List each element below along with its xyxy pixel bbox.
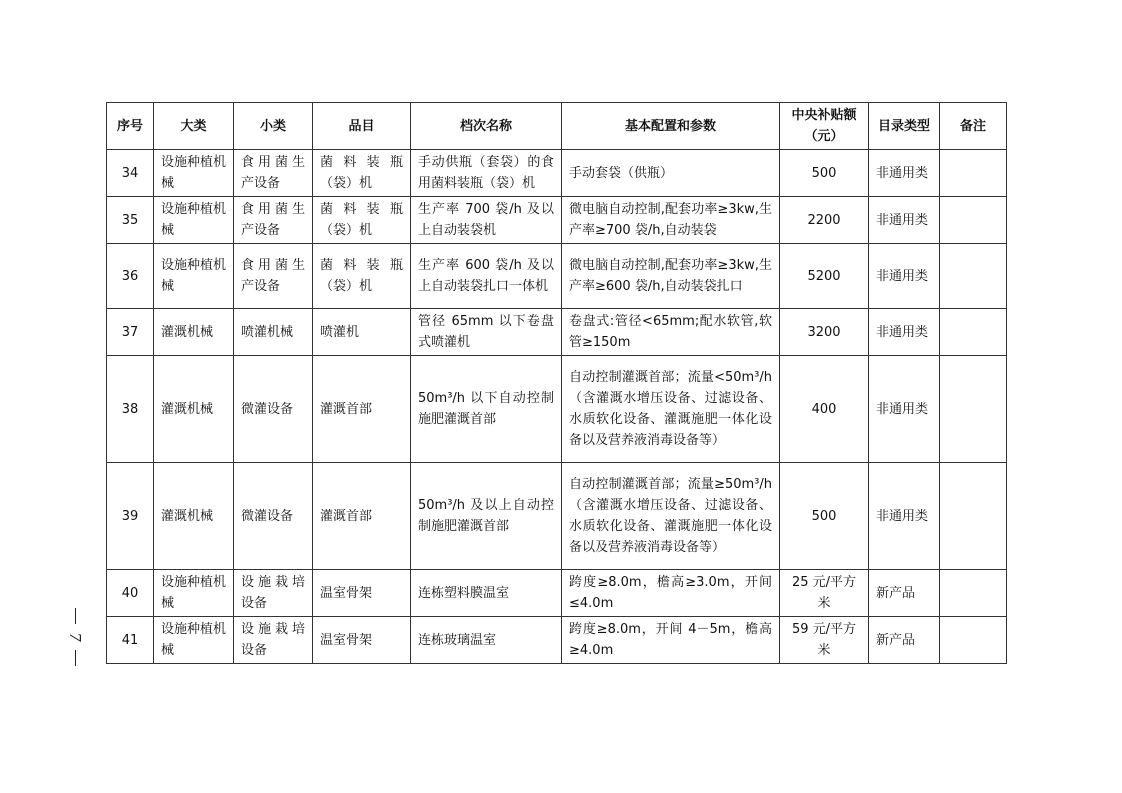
cell-catalog-type: 新产品 bbox=[869, 570, 940, 617]
cell-grade-name: 生产率 700 袋/h 及以上自动装袋机 bbox=[411, 197, 562, 244]
table-row bbox=[107, 244, 1007, 309]
cell-config: 跨度≥8.0m，开间 4－5m，檐高≥4.0m bbox=[562, 617, 780, 664]
page-number-text: 7 bbox=[66, 632, 84, 642]
cell-catalog-type: 非通用类 bbox=[869, 463, 940, 570]
cell-config: 微电脑自动控制,配套功率≥3kw,生产率≥600 袋/h,自动装袋扎口 bbox=[562, 244, 780, 309]
table-row bbox=[107, 617, 1007, 664]
cell-seq: 41 bbox=[107, 617, 154, 664]
cell-grade-name: 管径 65mm 以下卷盘式喷灌机 bbox=[411, 309, 562, 356]
cell-remark bbox=[940, 356, 1007, 463]
cell-major-category: 设施种植机械 bbox=[154, 197, 234, 244]
cell-seq: 40 bbox=[107, 570, 154, 617]
cell-item: 灌溉首部 bbox=[313, 356, 411, 463]
cell-minor-category: 设施栽培设备 bbox=[234, 617, 313, 664]
cell-major-category: 设施种植机械 bbox=[154, 570, 234, 617]
table-row bbox=[107, 150, 1007, 197]
cell-minor-category: 设施栽培设备 bbox=[234, 570, 313, 617]
cell-remark bbox=[940, 309, 1007, 356]
cell-seq: 36 bbox=[107, 244, 154, 309]
cell-subsidy: 2200 bbox=[780, 197, 869, 244]
cell-config: 手动套袋（供瓶） bbox=[562, 150, 780, 197]
header-config: 基本配置和参数 bbox=[562, 103, 780, 150]
subsidy-catalog-table bbox=[106, 102, 1007, 664]
cell-seq: 39 bbox=[107, 463, 154, 570]
cell-minor-category: 微灌设备 bbox=[234, 463, 313, 570]
header-catalog-type: 目录类型 bbox=[869, 103, 940, 150]
table-row bbox=[107, 309, 1007, 356]
table-row bbox=[107, 463, 1007, 570]
cell-subsidy: 5200 bbox=[780, 244, 869, 309]
cell-catalog-type: 非通用类 bbox=[869, 150, 940, 197]
cell-grade-name: 手动供瓶（套袋）的食用菌料装瓶（袋）机 bbox=[411, 150, 562, 197]
cell-grade-name: 连栋玻璃温室 bbox=[411, 617, 562, 664]
cell-remark bbox=[940, 244, 1007, 309]
table-row bbox=[107, 570, 1007, 617]
cell-minor-category: 喷灌机械 bbox=[234, 309, 313, 356]
cell-minor-category: 微灌设备 bbox=[234, 356, 313, 463]
cell-grade-name: 50m³/h 以下自动控制施肥灌溉首部 bbox=[411, 356, 562, 463]
cell-remark bbox=[940, 570, 1007, 617]
cell-major-category: 灌溉机械 bbox=[154, 309, 234, 356]
cell-remark bbox=[940, 463, 1007, 570]
cell-item: 菌料装瓶（袋）机 bbox=[313, 197, 411, 244]
cell-subsidy: 3200 bbox=[780, 309, 869, 356]
cell-remark bbox=[940, 197, 1007, 244]
cell-remark bbox=[940, 617, 1007, 664]
cell-grade-name: 50m³/h 及以上自动控制施肥灌溉首部 bbox=[411, 463, 562, 570]
table-header-row bbox=[107, 103, 1007, 150]
cell-remark bbox=[940, 150, 1007, 197]
cell-seq: 38 bbox=[107, 356, 154, 463]
cell-config: 跨度≥8.0m，檐高≥3.0m，开间≤4.0m bbox=[562, 570, 780, 617]
cell-major-category: 设施种植机械 bbox=[154, 150, 234, 197]
header-minor-category: 小类 bbox=[234, 103, 313, 150]
cell-subsidy: 25 元/平方米 bbox=[780, 570, 869, 617]
cell-config: 自动控制灌溉首部；流量<50m³/h（含灌溉水增压设备、过滤设备、水质软化设备、灌溉施肥一体化设备以及营养液消毒设备等） bbox=[562, 356, 780, 463]
cell-catalog-type: 新产品 bbox=[869, 617, 940, 664]
cell-seq: 34 bbox=[107, 150, 154, 197]
cell-config: 自动控制灌溉首部；流量≥50m³/h（含灌溉水增压设备、过滤设备、水质软化设备、灌溉施肥一体化设备以及营养液消毒设备等） bbox=[562, 463, 780, 570]
cell-major-category: 设施种植机械 bbox=[154, 244, 234, 309]
cell-catalog-type: 非通用类 bbox=[869, 356, 940, 463]
cell-item: 温室骨架 bbox=[313, 617, 411, 664]
cell-major-category: 灌溉机械 bbox=[154, 463, 234, 570]
cell-seq: 35 bbox=[107, 197, 154, 244]
cell-item: 菌料装瓶（袋）机 bbox=[313, 244, 411, 309]
header-grade-name: 档次名称 bbox=[411, 103, 562, 150]
cell-subsidy: 500 bbox=[780, 150, 869, 197]
cell-seq: 37 bbox=[107, 309, 154, 356]
cell-major-category: 灌溉机械 bbox=[154, 356, 234, 463]
header-seq: 序号 bbox=[107, 103, 154, 150]
header-item: 品目 bbox=[313, 103, 411, 150]
page-number bbox=[64, 608, 86, 666]
cell-item: 菌料装瓶（袋）机 bbox=[313, 150, 411, 197]
cell-item: 温室骨架 bbox=[313, 570, 411, 617]
table-row bbox=[107, 356, 1007, 463]
header-major-category: 大类 bbox=[154, 103, 234, 150]
header-remark: 备注 bbox=[940, 103, 1007, 150]
cell-catalog-type: 非通用类 bbox=[869, 244, 940, 309]
cell-major-category: 设施种植机械 bbox=[154, 617, 234, 664]
cell-config: 微电脑自动控制,配套功率≥3kw,生产率≥700 袋/h,自动装袋 bbox=[562, 197, 780, 244]
cell-catalog-type: 非通用类 bbox=[869, 309, 940, 356]
page-number-dash-top bbox=[75, 608, 76, 624]
cell-catalog-type: 非通用类 bbox=[869, 197, 940, 244]
table-row bbox=[107, 197, 1007, 244]
cell-subsidy: 59 元/平方米 bbox=[780, 617, 869, 664]
cell-minor-category: 食用菌生产设备 bbox=[234, 244, 313, 309]
cell-item: 喷灌机 bbox=[313, 309, 411, 356]
cell-minor-category: 食用菌生产设备 bbox=[234, 197, 313, 244]
page-number-dash-bottom bbox=[75, 650, 76, 666]
cell-grade-name: 生产率 600 袋/h 及以上自动装袋扎口一体机 bbox=[411, 244, 562, 309]
cell-subsidy: 400 bbox=[780, 356, 869, 463]
cell-config: 卷盘式:管径<65mm;配水软管,软管≥150m bbox=[562, 309, 780, 356]
cell-subsidy: 500 bbox=[780, 463, 869, 570]
cell-minor-category: 食用菌生产设备 bbox=[234, 150, 313, 197]
cell-grade-name: 连栋塑料膜温室 bbox=[411, 570, 562, 617]
header-subsidy: 中央补贴额（元） bbox=[780, 103, 869, 150]
cell-item: 灌溉首部 bbox=[313, 463, 411, 570]
